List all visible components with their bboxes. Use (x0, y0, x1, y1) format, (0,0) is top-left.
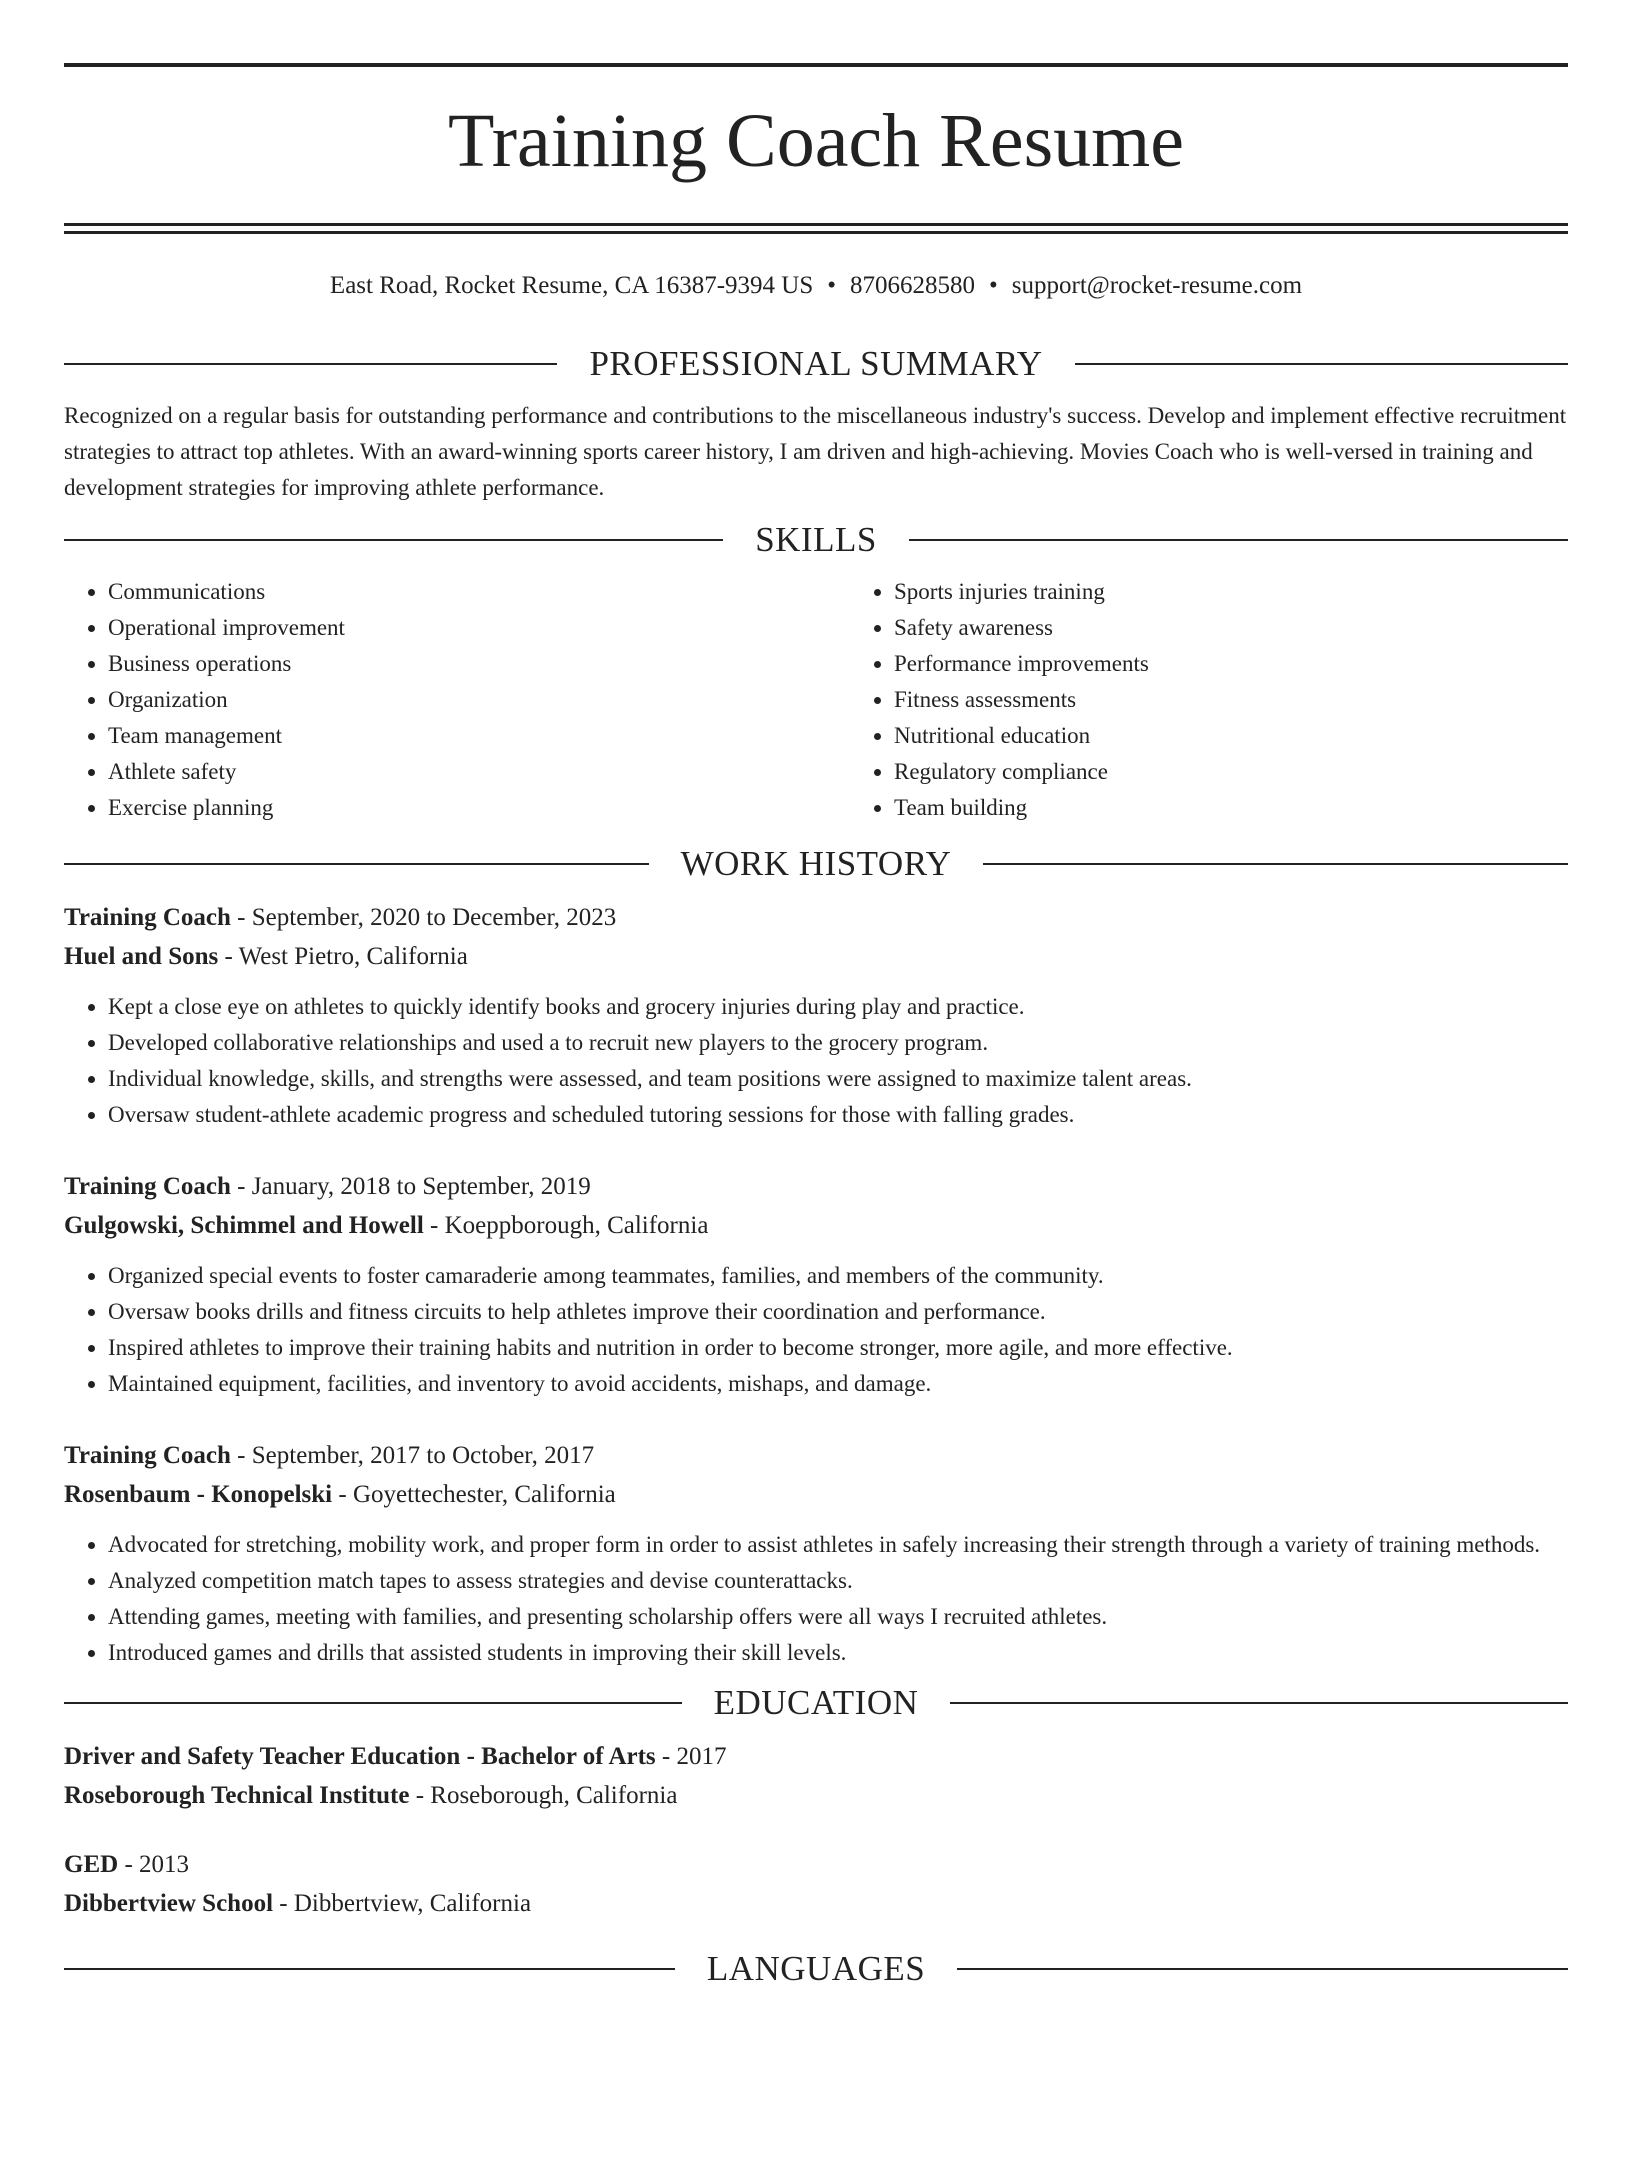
section-rule (950, 1702, 1568, 1704)
contact-address: East Road, Rocket Resume, CA 16387-9394 US (329, 272, 814, 299)
skill-item: • Sports injuries training (894, 574, 1568, 610)
job-title-line (64, 1436, 1568, 1475)
title-double-rule (64, 223, 1568, 234)
job-title: Training Coach (64, 1442, 231, 1469)
education-location: - Dibbertview, California (273, 1890, 532, 1917)
job-bullet: • Developed collaborative relationships and used a to recruit new players to the grocery program. (108, 1025, 1568, 1061)
skill-item: • Operational improvement (108, 610, 850, 646)
education-degree: Driver and Safety Teacher Education - Bachelor of Arts (64, 1743, 656, 1770)
job-bullet: • Attending games, meeting with families, and presenting scholarship offers were all ways I recruited athletes. (108, 1599, 1568, 1635)
section-rule (983, 863, 1568, 865)
section-header-skills (64, 518, 1568, 562)
education-location: - Roseborough, California (409, 1782, 678, 1809)
section-rule (64, 1702, 682, 1704)
job-bullet: • Organized special events to foster camaraderie among teammates, families, and members of the community. (108, 1258, 1568, 1294)
job-company: Huel and Sons (64, 943, 219, 970)
contact-separator: • (989, 272, 998, 299)
job-bullet: • Maintained equipment, facilities, and inventory to avoid accidents, mishaps, and damage. (108, 1366, 1568, 1402)
skills-list (64, 574, 1568, 826)
job-title-line (64, 1167, 1568, 1206)
section-title-languages: LANGUAGES (706, 1949, 926, 1988)
skill-item: • Safety awareness (894, 610, 1568, 646)
resume-page (0, 63, 1632, 2175)
contact-phone: 8706628580 (850, 272, 975, 299)
education-school: Roseborough Technical Institute (64, 1782, 410, 1809)
section-rule (64, 1968, 675, 1970)
job-company-line (64, 937, 1568, 976)
job-entry (64, 1167, 1568, 1402)
job-company-line (64, 1206, 1568, 1245)
job-bullet: • Oversaw student-athlete academic progress and scheduled tutoring sessions for those with falling grades. (108, 1097, 1568, 1133)
section-title-skills: SKILLS (755, 520, 877, 559)
job-title: Training Coach (64, 1173, 231, 1200)
skill-item: • Athlete safety (108, 754, 850, 790)
skill-item: • Fitness assessments (894, 682, 1568, 718)
contact-line (64, 270, 1568, 302)
job-bullets (64, 1258, 1568, 1402)
job-bullet: • Individual knowledge, skills, and strengths were assessed, and team positions were assigned to maximize talent areas. (108, 1061, 1568, 1097)
skill-item: • Regulatory compliance (894, 754, 1568, 790)
section-rule (957, 1968, 1568, 1970)
job-bullets (64, 989, 1568, 1133)
section-title-education: EDUCATION (713, 1683, 919, 1722)
job-title-line (64, 898, 1568, 937)
skills-column-left (64, 574, 850, 826)
education-degree-line (64, 1845, 1568, 1884)
job-location: - Goyettechester, California (332, 1481, 616, 1508)
skill-item: • Organization (108, 682, 850, 718)
job-dates: - September, 2020 to December, 2023 (230, 904, 617, 931)
education-school-line (64, 1776, 1568, 1815)
job-dates: - January, 2018 to September, 2019 (230, 1173, 591, 1200)
education-entry (64, 1737, 1568, 1815)
section-rule (64, 863, 649, 865)
job-bullets (64, 1527, 1568, 1671)
skill-item: • Performance improvements (894, 646, 1568, 682)
section-header-languages (64, 1947, 1568, 1991)
job-location: - Koeppborough, California (423, 1212, 709, 1239)
education-year: - 2017 (655, 1743, 727, 1770)
job-bullet: • Oversaw books drills and fitness circuits to help athletes improve their coordination and performance. (108, 1294, 1568, 1330)
skill-item: • Nutritional education (894, 718, 1568, 754)
job-entry (64, 898, 1568, 1133)
skill-item: • Team building (894, 790, 1568, 826)
resume-title: Training Coach Resume (447, 99, 1185, 183)
education-school-line (64, 1884, 1568, 1923)
section-rule (64, 539, 723, 541)
job-entry (64, 1436, 1568, 1671)
skill-item: • Communications (108, 574, 850, 610)
skill-item: • Business operations (108, 646, 850, 682)
section-rule (909, 539, 1568, 541)
education-degree-line (64, 1737, 1568, 1776)
section-title-work: WORK HISTORY (680, 844, 952, 883)
job-dates: - September, 2017 to October, 2017 (230, 1442, 595, 1469)
education-school: Dibbertview School (64, 1890, 274, 1917)
section-header-summary (64, 342, 1568, 386)
job-bullet: • Inspired athletes to improve their training habits and nutrition in order to become stronger, more agile, and more effective. (108, 1330, 1568, 1366)
job-bullet: • Analyzed competition match tapes to assess strategies and devise counterattacks. (108, 1563, 1568, 1599)
education-degree: GED (64, 1851, 119, 1878)
job-company: Rosenbaum - Konopelski (64, 1481, 333, 1508)
section-rule (64, 363, 557, 365)
section-title-summary: PROFESSIONAL SUMMARY (589, 344, 1043, 383)
skills-column-right (850, 574, 1568, 826)
contact-separator: • (827, 272, 836, 299)
job-company: Gulgowski, Schimmel and Howell (64, 1212, 424, 1239)
section-header-education (64, 1681, 1568, 1725)
job-company-line (64, 1475, 1568, 1514)
job-title: Training Coach (64, 904, 231, 931)
skill-item: • Exercise planning (108, 790, 850, 826)
job-bullet: • Kept a close eye on athletes to quickly identify books and grocery injuries during play and practice. (108, 989, 1568, 1025)
skill-item: • Team management (108, 718, 850, 754)
job-bullet: • Advocated for stretching, mobility work, and proper form in order to assist athletes in safely increasing their strength through a variety of training methods. (108, 1527, 1568, 1563)
education-year: - 2013 (118, 1851, 190, 1878)
job-bullet: • Introduced games and drills that assisted students in improving their skill levels. (108, 1635, 1568, 1671)
contact-email: support@rocket-resume.com (1011, 272, 1303, 299)
section-header-work (64, 842, 1568, 886)
education-entry (64, 1845, 1568, 1923)
section-rule (1075, 363, 1568, 365)
summary-text: Recognized on a regular basis for outstanding performance and contributions to the miscellaneous industry's success. Develop and implement effective recruitment strategies to attract top athletes. With an award-winning sports career history, I am driven and high-achieving. Movies Coach who is well-versed in training and development strategies for improving athlete performance. (64, 403, 1567, 500)
job-location: - West Pietro, California (218, 943, 468, 970)
